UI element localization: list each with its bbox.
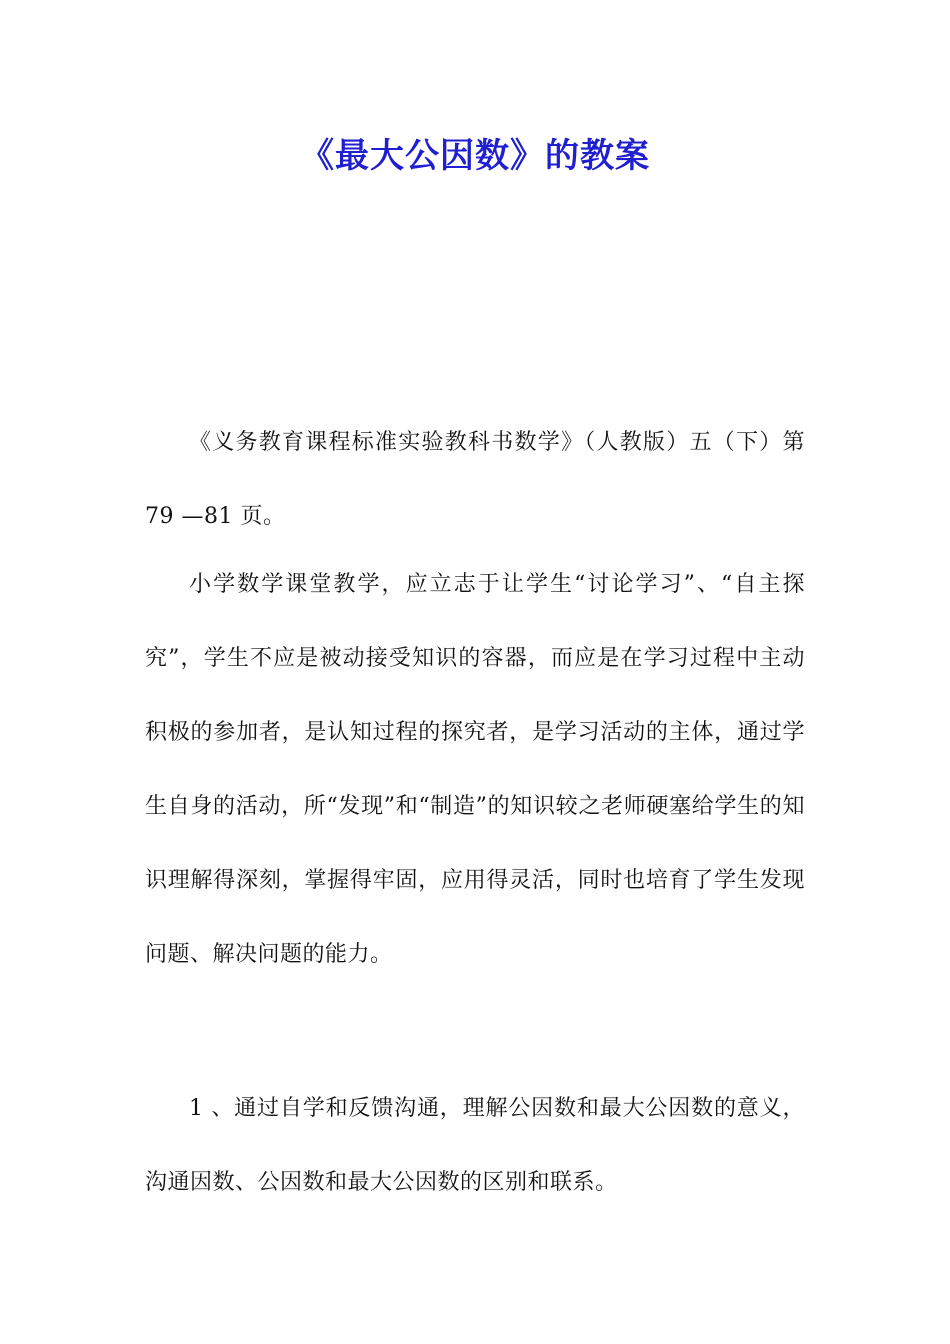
document-title: 《最大公因数》的教案: [300, 136, 650, 176]
paragraph-textbook-reference: 《义务教育课程标准实验教科书数学》（人教版）五（下）第79 —81 页。: [145, 430, 805, 529]
paragraph-teaching-philosophy: 小学数学课堂教学，应立志于让学生“讨论学习”、“自主探究”，学生不应是被动接受知识的容器，而应是在学习过程中主动积极的参加者，是认知过程的探究者，是学习活动的主体，通过学生自身的活动，所“发现”和“制造”的知识较之老师硬塞给学生的知识理解得深刻，掌握得牢固，应用得灵活，同时也培育了学生发现问题、解决问题的能力。: [145, 572, 805, 967]
paragraph-objective-1: 1 、通过自学和反馈沟通，理解公因数和最大公因数的意义，沟通因数、公因数和最大公因数的区别和联系。: [145, 1096, 805, 1195]
